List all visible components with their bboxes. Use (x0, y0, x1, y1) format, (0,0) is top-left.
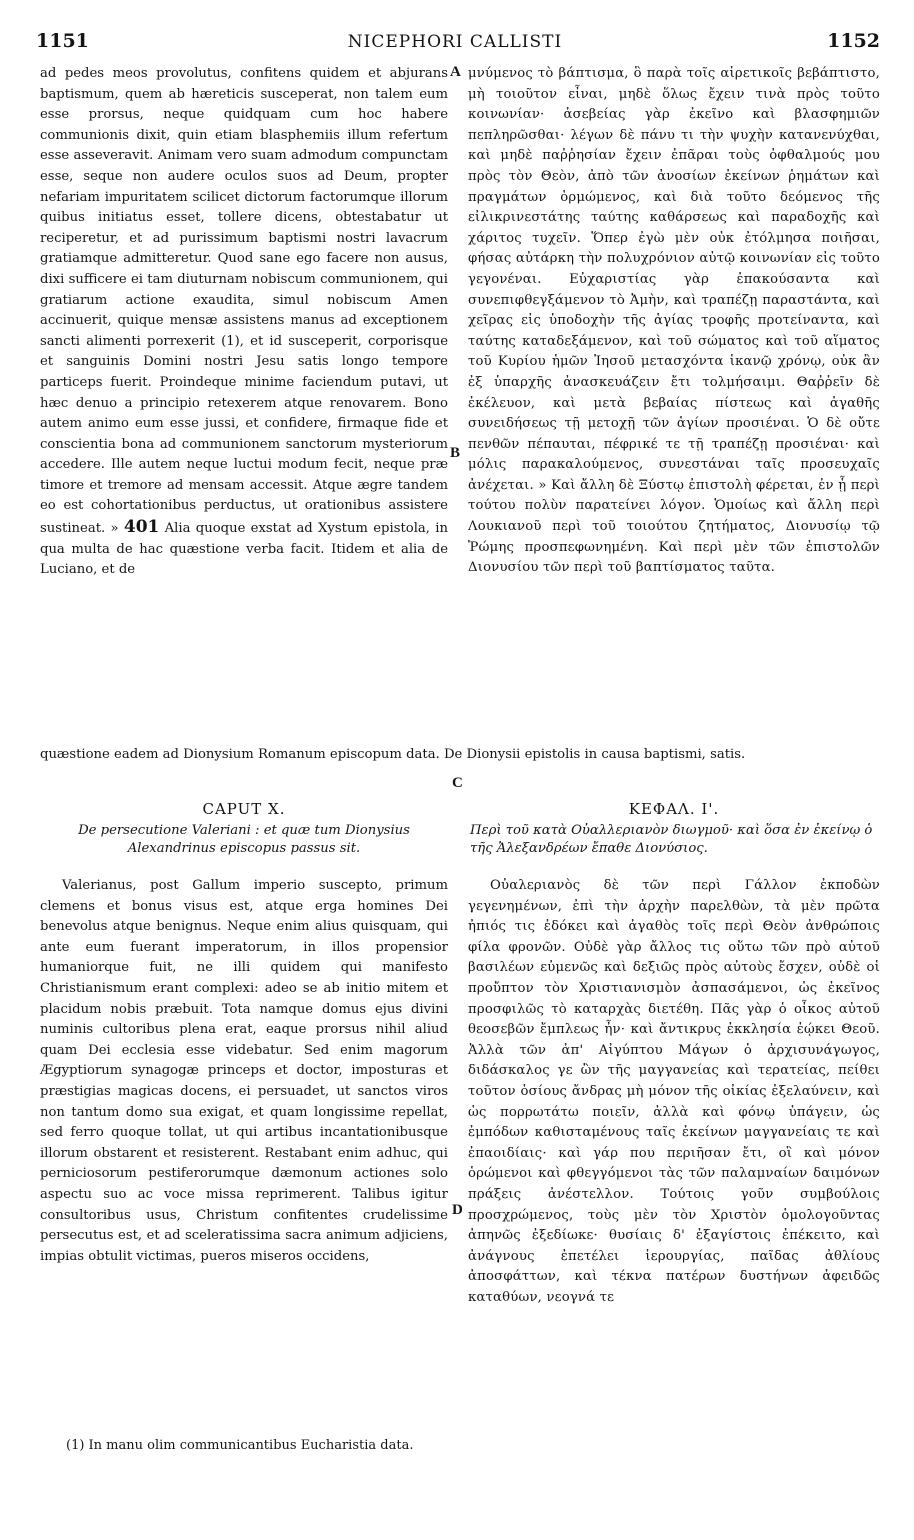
latin-paragraph (40, 64, 448, 581)
margin-letter-b: B (450, 445, 461, 461)
latin-text-part2: Alia quoque exstat ad Xystum epistola, in qua multa de hac quæstione verba facit. Itidem et alia de Luciano, et de (40, 521, 448, 578)
full-width-continuation (40, 745, 880, 766)
greek-chapter-subtitle: Περὶ τοῦ κατὰ Οὐαλλεριανὸν διωγμοῦ· καὶ ὅσα ἐν ἐκείνῳ ὁ τῆς Ἀλεξανδρέων ἔπαθε Διονύσιος. (470, 823, 873, 856)
latin-chapter-title: CAPUT X. (202, 800, 286, 818)
greek-column-upper (468, 64, 880, 579)
footnote: (1) In manu olim communicantibus Eucharistia data. (66, 1438, 414, 1453)
margin-letter-a: A (450, 64, 461, 80)
margin-letter-c: C (452, 775, 463, 791)
running-title: NICEPHORI CALLISTI (347, 32, 563, 52)
continuation-text: quæstione eadem ad Dionysium Romanum episcopum data. De Dionysii epistolis in causa baptismi, satis. (40, 747, 746, 762)
page-header (30, 30, 880, 60)
latin-chapter-subtitle: De persecutione Valeriani : et quæ tum Dionysius Alexandrinus episcopus passus sit. (78, 823, 410, 856)
left-page-number: 1151 (36, 30, 89, 52)
latin-column-upper (40, 64, 448, 581)
greek-paragraph: μνύμενος τὸ βάπτισμα, ὃ παρὰ τοῖς αἱρετικοῖς βεβάπτιστο, μὴ τοιοῦτον εἶναι, μηδὲ ὅλως ἔχειν τινὰ πρὸς τοῦτο κοινωνίαν· ἀσεβείας γὰρ ἐκεῖνο καὶ βλασφημιῶν πεπληρῶσθαι· λέγων δὲ πάνυ τι τὴν ψυχὴν κατανενύχθαι, καὶ μηδὲ παῤῥησίαν ἔχειν ἐπᾶραι τοὺς ὀφθαλμούς μου πρὸς τὸν Θεὸν, ἀπὸ τῶν ἀνοσίων ἐκείνων ῥημάτων καὶ πραγμάτων ὁρμώμενος, καὶ διὰ τοῦτο δεόμενος τῆς εἰλικρινεστάτης ταύτης καθάρσεως καὶ παραδοχῆς καὶ χάριτος τυχεῖν. Ὅπερ ἐγὼ μὲν οὐκ ἐτόλμησα ποιῆσαι, φήσας αὐτάρκη τὴν πολυχρόνιον αὐτῷ κοινωνίαν εἰς τοῦτο γεγονέναι. Εὐχαριστίας γὰρ ἐπακούσαντα καὶ συνεπιφθεγξάμενον τὸ Ἀμὴν, καὶ τραπέζῃ παραστάντα, καὶ χεῖρας εἰς ὑποδοχὴν τῆς ἁγίας τροφῆς προτείναντα, καὶ ταύτης καταδεξάμενον, καὶ τοῦ σώματος καὶ τοῦ αἵματος τοῦ Κυρίου ἡμῶν Ἰησοῦ μετασχόντα ἱκανῷ χρόνῳ, οὐκ ἂν ἐξ ὑπαρχῆς ἀνασκευάζειν ἔτι τολμήσαιμι. Θαῤῥεῖν δὲ ἐκέλευον, καὶ μετὰ βεβαίας πίστεως καὶ ἀγαθῆς συνειδήσεως τῇ μετοχῇ τῶν ἁγίων προσιέναι. Ὁ δὲ οὔτε πενθῶν πέπαυται, πέφρικέ τε τῇ τραπέζῃ προσιέναι· καὶ μόλις παρακαλούμενος, συνεστάναι ταῖς προσευχαῖς ἀνέχεται. » Καὶ ἄλλη δὲ Ξύστῳ ἐπιστολὴ φέρεται, ἐν ᾗ περὶ τούτου πολὺν παρατείνει λόγον. Ὁμοίως καὶ ἄλλη περὶ Λουκιανοῦ περὶ τοῦ τοιούτου ζητήματος, Διονυσίῳ τῷ Ῥώμης προσπεφωνημένη. Καὶ περὶ μὲν τῶν ἐπιστολῶν Διονυσίου τῶν περὶ τοῦ βαπτίσματος ταῦτα. (468, 66, 880, 576)
page-marker: 401 (123, 517, 160, 538)
greek-chapter-body: Οὐαλεριανὸς δὲ τῶν περὶ Γάλλον ἐκποδὼν γεγενημένων, ἐπὶ τὴν ἀρχὴν παρελθὼν, τὰ μὲν πρῶτα ἠπιός τις ἐδόκει καὶ ἀγαθὸς τοῖς περὶ Θεὸν ἀνθρώποις φίλα φρονῶν. Οὐδὲ γὰρ ἄλλος τις οὕτω τῶν πρὸ αὐτοῦ βασιλέων εὐμενῶς καὶ δεξιῶς πρὸς αὐτοὺς ἔσχεν, οὐδὲ οἱ προὔπτον τὸν Χριστιανισμὸν ἀσπασάμενοι, ὡς ἐκεῖνος προσφιλῶς τὸ καταρχὰς διετέθη. Πᾶς γὰρ ὁ οἶκος αὐτοῦ θεοσεβῶν ἔμπλεως ἦν· καὶ ἄντικρυς ἐκκλησία ἐῴκει Θεοῦ. Ἀλλὰ τῶν ἀπ' Αἰγύπτου Μάγων ὁ ἀρχισυνάγωγος, διδάσκαλος γε ὢν τῆς μαγγανείας καὶ τερατείας, πείθει τοῦτον ὁσίους ἄνδρας μὴ μόνον τῆς οἰκίας ἐξελαύνειν, καὶ ὡς πορρωτάτω ποιεῖν, ἀλλὰ καὶ φόνῳ ὑπάγειν, ὡς ἐμπόδων καθισταμένους ταῖς ἐκείνων μαγγανείαις τε καὶ ἐπαοιδίαις· καὶ γάρ που περιῆσαν ἔτι, οἳ καὶ μόνον ὁρώμενοι καὶ φθεγγόμενοι τὰς τῶν παλαμναίων δαιμόνων πράξεις ἀνέστελλον. Τούτοις γοῦν συμβούλοις προσχρώμενος, τοὺς μὲν τὸν Χριστὸν ὁμολογοῦντας ἀπηνῶς ἐξεδίωκε· θυσίαις δ' ἐξαγίστοις ἐπέκειτο, καὶ ἀνάγνους ἐπετέλει ἱερουργίας, παῖδας ἀθλίους ἀποσφάττων, καὶ τέκνα πατέρων δυστήνων ἀφειδῶς καταθύων, νεογνά τε (468, 878, 880, 1305)
right-page-number: 1152 (827, 30, 880, 52)
margin-letter-d: D (452, 1202, 463, 1218)
greek-chapter-title: ΚΕΦΑΛ. Ι'. (628, 800, 720, 818)
latin-chapter-body: Valerianus, post Gallum imperio suscepto, primum clemens et bonus visus est, atque erga homines Dei benevolus atque benignus. Neque enim alius quisquam, qui ante eum fuerant imperatorum, in illos propensior humaniorque fuit, ne illi quidem qui manifesto Christianismum erant complexi: adeo se ab initio mitem et placidum nobis præbuit. Tota namque domus ejus divini numinis cultoribus plena erat, eaque prorsus nihil aliud quam Dei ecclesia esse videbatur. Sed enim magorum Ægyptiorum synagogæ princeps et doctor, imposturas et præstigias magicas docens, ei persuadet, ut sanctos viros non tantum domo sua exigat, et quam longissime repellat, sed ferro quoque tollat, ut qui artibus incantationibusque illorum obstarent et resisterent. Restabant enim adhuc, qui perniciosorum pestiferorumque dæmonum actiones solo aspectu suo ac voce missa reprimerent. Talibus igitur consultoribus usus, Christum confitentes crudelissime persecutus est, et ad sceleratissima sacra animum adjiciens, impias obtulit victimas, pueros miseros occidens, (40, 878, 448, 1264)
latin-text-part1: ad pedes meos provolutus, confitens quidem et abjurans baptismum, quem ab hæreticis susceperat, non talem eum esse prorsus, neque quidquam cum hoc habere communionis dixit, quin etiam blasphemiis illum refertum esse asseveravit. Animam vero suam admodum compunctam esse, seque non audere oculos suos ad Deum, propter nefariam impuritatem scilicet dictorum factorumque illorum quibus initiatus esset, tollere dicens, obtestabatur ut reciperetur, et ad purissimum baptismi nostri lavacrum gratiamque admitteretur. Quod sane ego facere non ausus, dixi sufficere ei tam diuturnam nobiscum communionem, qui gratiarum actione exaudita, simul nobiscum Amen accinuerit, quique mensæ assistens manus ad exceptionem sancti alimenti porrexerit (1), et id susceperit, corporisque et sanguinis Domini nostri Jesu satis longo tempore particeps fuerit. Proindeque minime faciendum putavi, ut hæc denuo a principio retexerem atque renovarem. Bono autem animo eum esse jussi, et confidere, firmaque fide et conscientia bona ad communionem sanctorum mysteriorum accedere. Ille autem neque luctui modum fecit, neque præ timore et tremore ad mensam accessit. Atque ægre tandem eo est cohortationibus perductus, ut orationibus assistere sustineat. » (40, 66, 448, 537)
greek-column-chapter (468, 876, 880, 1308)
latin-column-chapter (40, 876, 448, 1267)
